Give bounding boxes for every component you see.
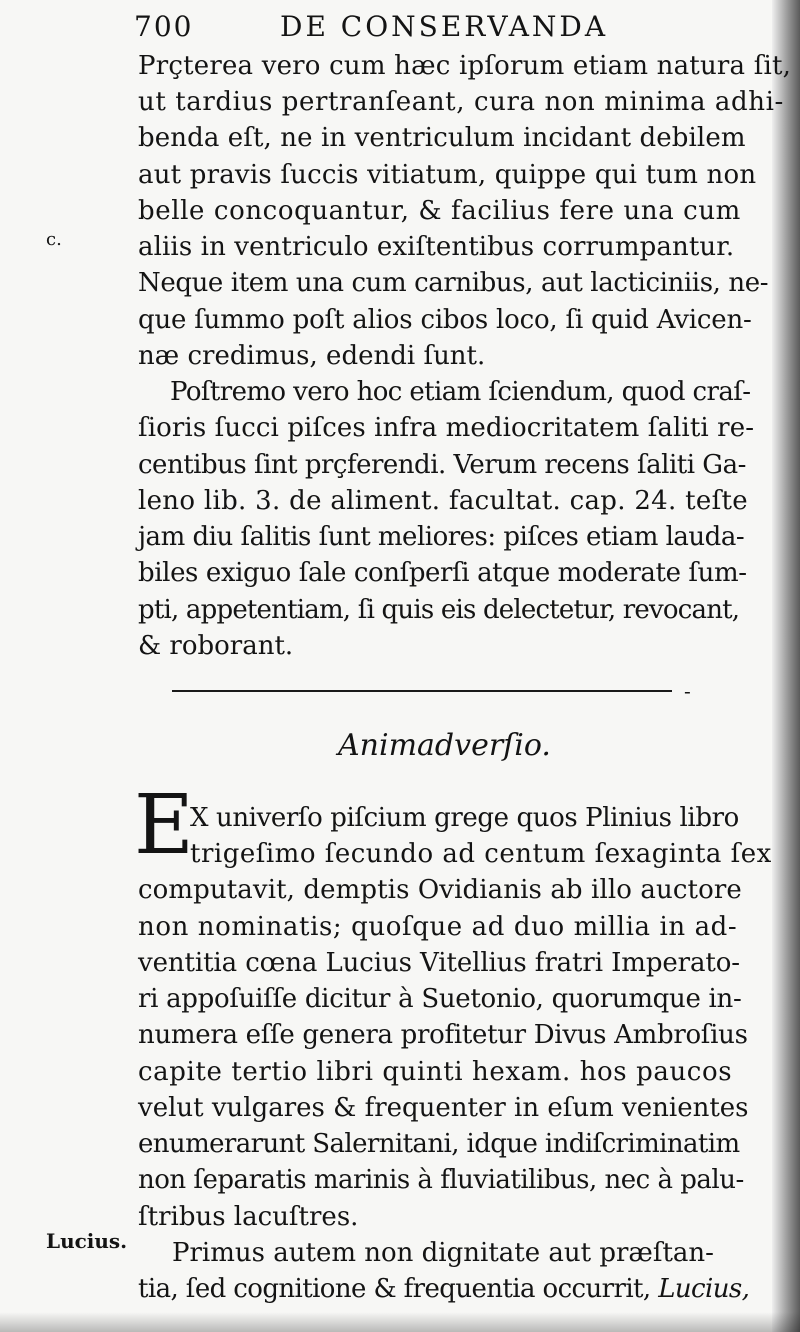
text-line: Neque item una cum carnibus, aut lacticiniis, ne- bbox=[138, 268, 769, 298]
text-line: ut tardius pertranſeant, cura non minima adhi- bbox=[138, 87, 784, 117]
text-line: numera eſſe genera profitetur Divus Ambroſius bbox=[138, 1020, 748, 1050]
text-line: benda eſt, ne in ventriculum incidant debilem bbox=[138, 123, 746, 153]
section-rule bbox=[172, 690, 672, 692]
text-line: aliis in ventriculo exiſtentibus corrumpantur. bbox=[138, 232, 735, 262]
text-line: que ſummo poſt alios cibos loco, ſi quid Avicen- bbox=[138, 305, 752, 335]
text-line: næ credimus, edendi ſunt. bbox=[138, 341, 486, 371]
running-title: DE CONSERVANDA bbox=[280, 10, 609, 43]
text-line: ſtribus lacuſtres. bbox=[138, 1202, 359, 1232]
text-line: ſioris ſucci piſces infra mediocritatem ſaliti re- bbox=[138, 413, 755, 443]
text-line: Prçterea vero cum hæc ipſorum etiam natura ſit, bbox=[138, 51, 792, 81]
rule-dash: - bbox=[684, 679, 691, 703]
page-edge-shadow bbox=[772, 0, 800, 1332]
text-segment: tia, ſed cognitione & frequentia occurrit, bbox=[138, 1274, 659, 1304]
italic-word-lucius: Lucius, bbox=[658, 1274, 750, 1304]
text-line bbox=[138, 1271, 749, 1307]
text-line: belle concoquantur, & facilius fere una cum bbox=[138, 196, 741, 226]
text-line: ventitia cœna Lucius Vitellius fratri Imperato- bbox=[138, 948, 740, 978]
text-line: trigeſimo ſecundo ad centum ſexaginta ſex bbox=[190, 839, 772, 869]
text-line: enumerarunt Salernitani, idque indiſcriminatim bbox=[138, 1129, 740, 1159]
page-number: 700 bbox=[134, 10, 194, 43]
text-line: velut vulgares & frequenter in eſum venientes bbox=[138, 1093, 749, 1123]
text-line: Primus autem non dignitate aut præſtan- bbox=[172, 1238, 714, 1268]
section-title: Animadverſio. bbox=[338, 728, 551, 763]
text-line: Poſtremo vero hoc etiam ſciendum, quod craſ- bbox=[170, 377, 751, 407]
text-line: aut pravis ſuccis vitiatum, quippe qui tum non bbox=[138, 160, 757, 190]
bottom-shadow bbox=[0, 1312, 800, 1332]
text-line: pti, appetentiam, ſi quis eis delectetur, revocant, bbox=[138, 595, 740, 625]
text-line: capite tertio libri quinti hexam. hos paucos bbox=[138, 1057, 733, 1087]
text-line: centibus ſint prçferendi. Verum recens ſaliti Ga- bbox=[138, 450, 746, 480]
text-line: jam diu ſalitis ſunt meliores: piſces etiam lauda- bbox=[138, 522, 745, 552]
text-line: & roborant. bbox=[138, 631, 294, 661]
page-header bbox=[134, 10, 774, 46]
text-line: non nominatis; quoſque ad duo millia in ad- bbox=[138, 912, 738, 942]
drop-cap: E bbox=[134, 778, 194, 873]
text-line: leno lib. 3. de aliment. facultat. cap. 24. teſte bbox=[138, 486, 748, 516]
text-line: biles exiguo ſale conſperſi atque moderate ſum- bbox=[138, 558, 747, 588]
text-line: non ſeparatis marinis à fluviatilibus, nec à palu- bbox=[138, 1165, 744, 1195]
margin-note-lucius: Lucius. bbox=[46, 1229, 128, 1253]
text-line: computavit, demptis Ovidianis ab illo auctore bbox=[138, 875, 742, 905]
text-line: X univerſo piſcium grege quos Plinius libro bbox=[190, 803, 739, 833]
text-line: ri appoſuiſſe dicitur à Suetonio, quorumque in- bbox=[138, 984, 742, 1014]
margin-mark: c. bbox=[46, 229, 62, 250]
